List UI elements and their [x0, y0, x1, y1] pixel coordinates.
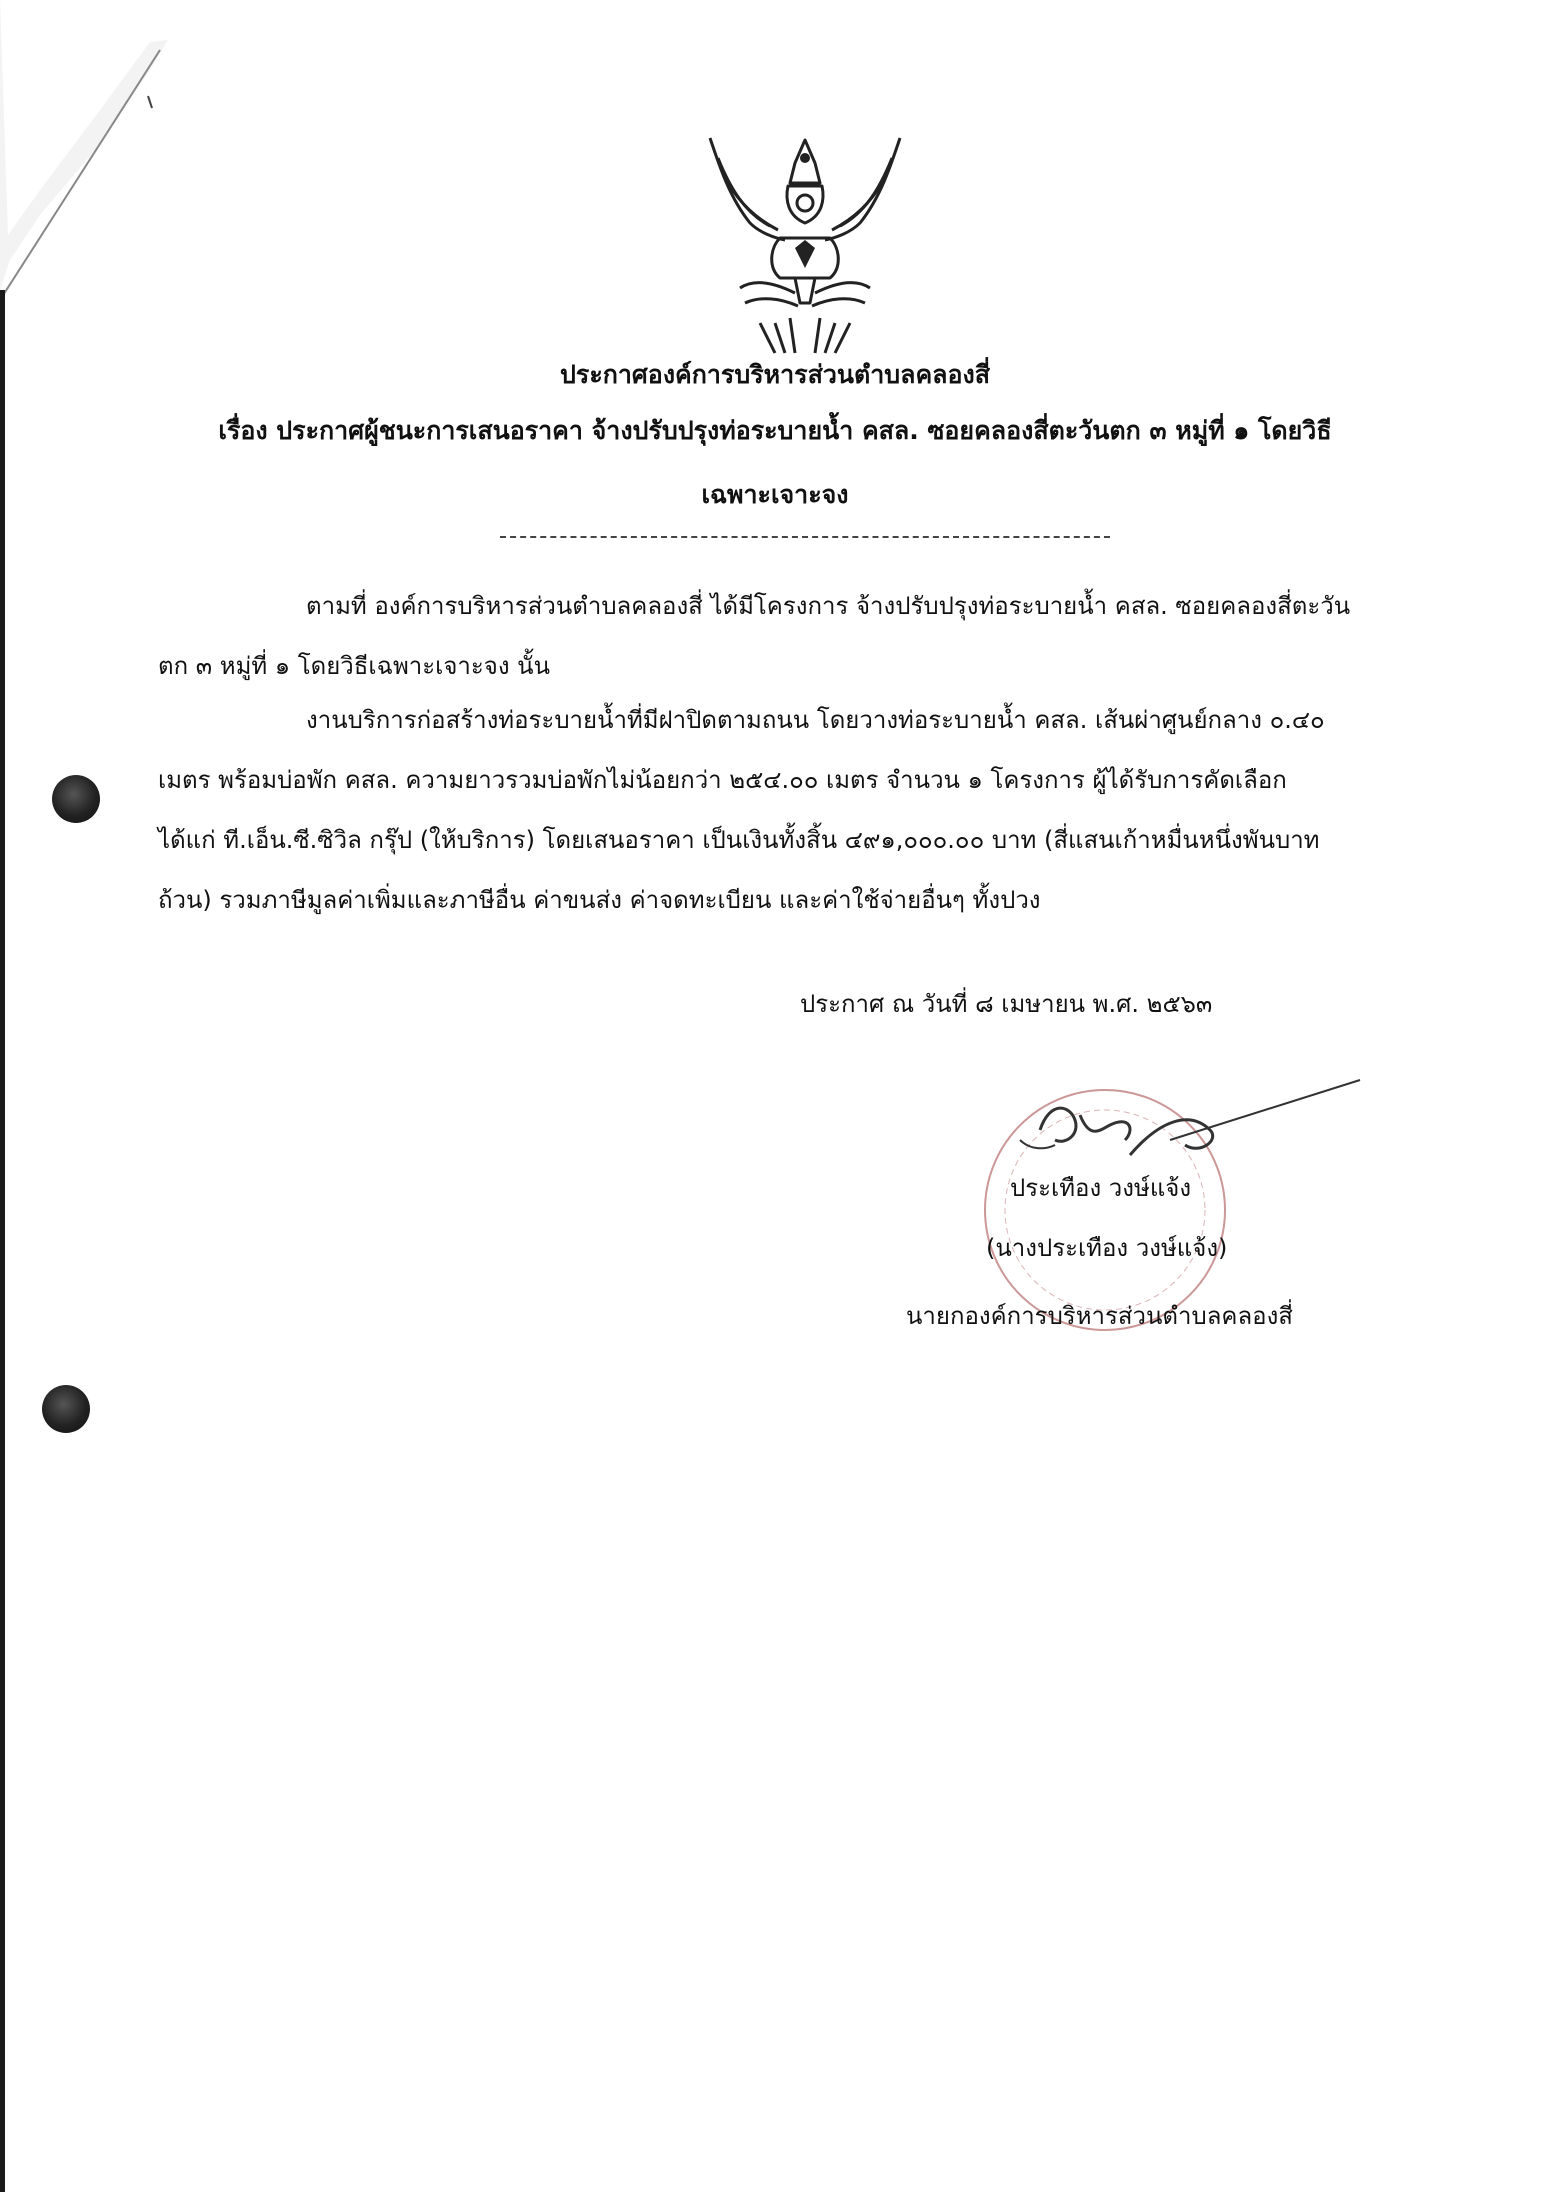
announcement-date: ประกาศ ณ วันที่ ๘ เมษายน พ.ศ. ๒๕๖๓	[800, 990, 1213, 1018]
paragraph-line: ตก ๓ หมู่ที่ ๑ โดยวิธีเฉพาะเจาะจง นั้น	[158, 652, 550, 680]
subject-line: เรื่อง ประกาศผู้ชนะการเสนอราคา จ้างปรับปรุงท่อระบายน้ำ คสล. ซอยคลองสี่ตะวันตก ๓ หมู่ที่ ๑ โดยวิธี	[218, 416, 1332, 445]
paragraph-line: ตามที่ องค์การบริหารส่วนตำบลคลองสี่ ได้มีโครงการ จ้างปรับปรุงท่อระบายน้ำ คสล. ซอยคลองสี่ตะวัน	[306, 592, 1351, 620]
paragraph-line: ถ้วน) รวมภาษีมูลค่าเพิ่มและภาษีอื่น ค่าขนส่ง ค่าจดทะเบียน และค่าใช้จ่ายอื่นๆ ทั้งปวง	[158, 886, 1041, 914]
announcement-header: ประกาศองค์การบริหารส่วนตำบลคลองสี่	[560, 360, 990, 389]
separator	[500, 536, 1110, 538]
signer-name: ประเทือง วงษ์แจ้ง	[1010, 1174, 1192, 1202]
paragraph-award	[158, 690, 1408, 930]
paragraph-intro	[158, 576, 1408, 696]
signer-full-name: (นางประเทือง วงษ์แจ้ง)	[986, 1234, 1228, 1262]
garuda-emblem	[700, 128, 910, 358]
punch-hole	[52, 775, 100, 823]
punch-hole	[42, 1385, 90, 1433]
subject-line-continued: เฉพาะเจาะจง	[701, 480, 849, 509]
paragraph-line: เมตร พร้อมบ่อพัก คสล. ความยาวรวมบ่อพักไม่น้อยกว่า ๒๕๔.๐๐ เมตร จำนวน ๑ โครงการ ผู้ได้รับการคัดเลือก	[158, 766, 1287, 794]
signer-position: นายกองค์การบริหารส่วนตำบลคลองสี่	[906, 1302, 1293, 1330]
paragraph-line: ได้แก่ ที.เอ็น.ซี.ซิวิล กรุ๊ป (ให้บริการ) โดยเสนอราคา เป็นเงินทั้งสิ้น ๔๙๑,๐๐๐.๐๐ บาท (สี่แสนเก้าหมื่นหนึ่งพันบาท	[158, 826, 1320, 854]
paragraph-line: งานบริการก่อสร้างท่อระบายน้ำที่มีฝาปิดตามถนน โดยวางท่อระบายน้ำ คสล. เส้นผ่าศูนย์กลาง ๐.๔๐	[306, 706, 1325, 734]
